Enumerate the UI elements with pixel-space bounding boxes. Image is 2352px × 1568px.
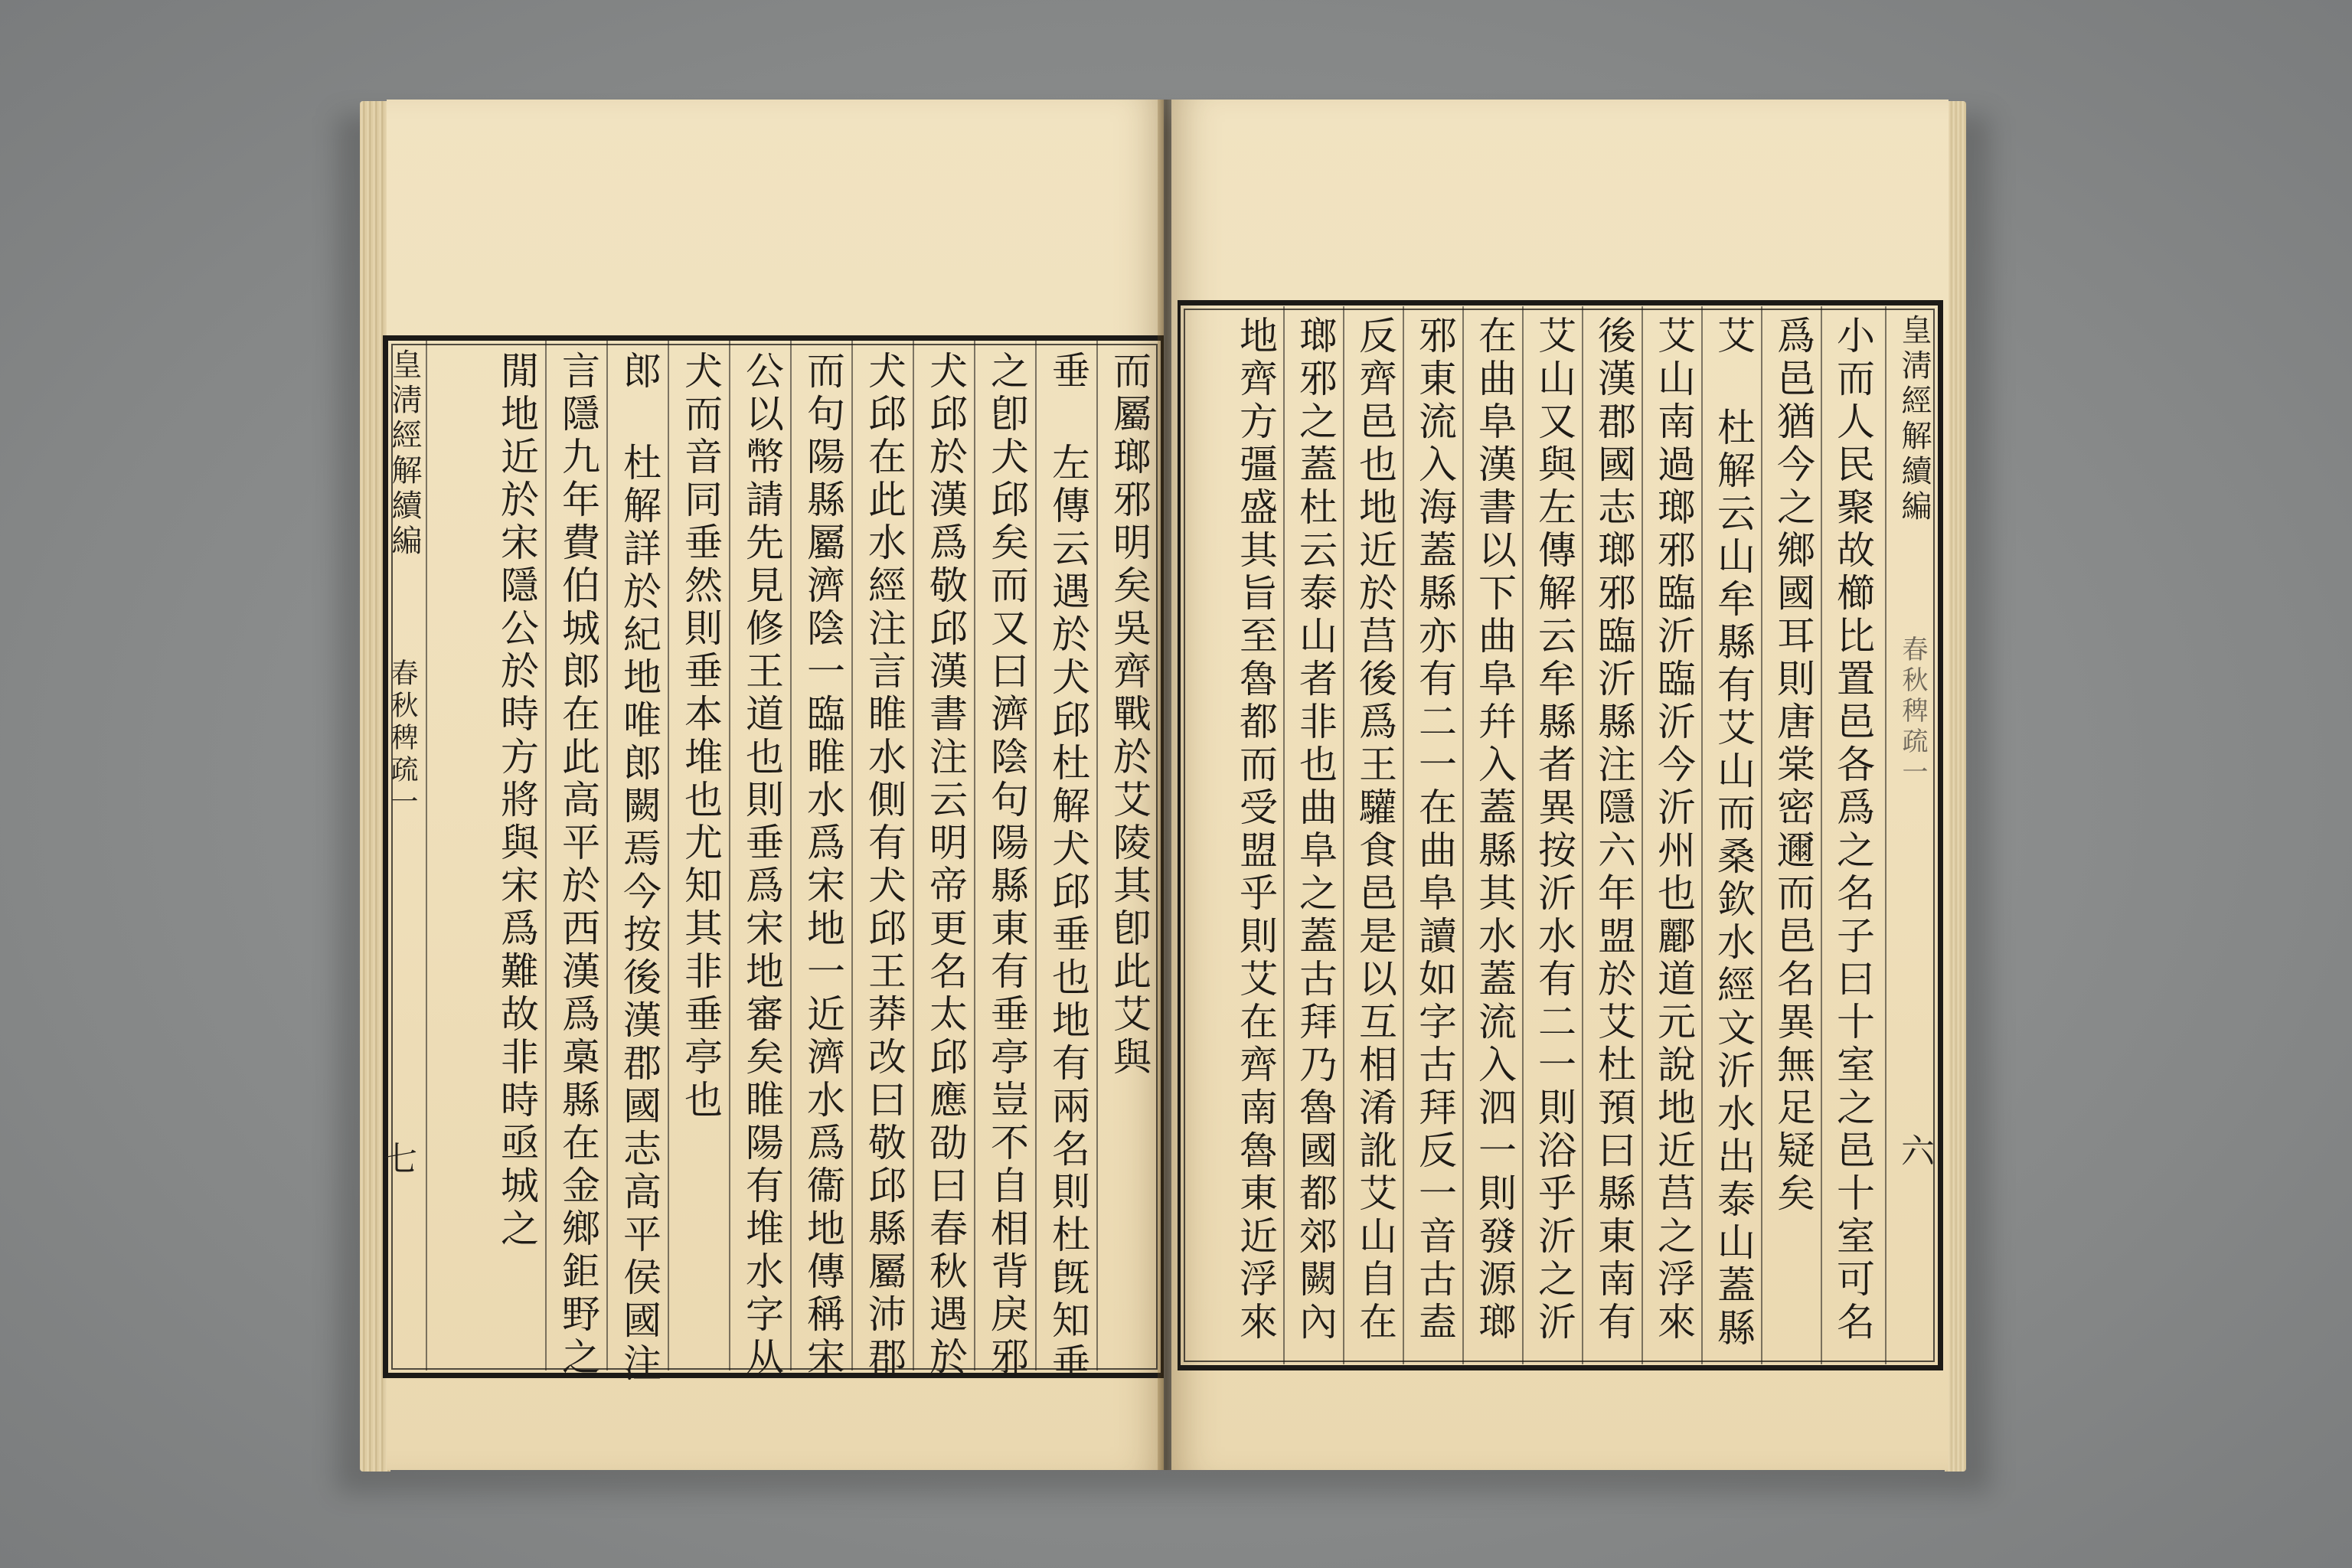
left-column-2: 垂 左傳云遇於犬邱杜解犬邱垂也地有兩名則杜旣知垂 (1046, 351, 1090, 1386)
right-column-3: 艾 杜解云山牟縣有艾山而桑欽水經文沂水出泰山蓋縣 (1711, 315, 1756, 1351)
left-margin-section: 春秋稗疏一 (387, 658, 418, 819)
left-margin-title: 皇淸經解續編 (387, 348, 422, 560)
left-column-4: 犬邱於漢爲敬邱漢書注云明帝更名太邱應劭曰春秋遇於 (923, 351, 968, 1380)
left-column-7: 公以幣請先見修王道也則垂爲宋地審矣睢陽有堆水字从 (740, 351, 784, 1380)
column-rule (606, 341, 608, 1370)
right-column-8: 邪東流入海蓋縣亦有二一在曲阜讀如字古拜反一音古盍 (1413, 315, 1457, 1344)
left-margin-folio: 七 (377, 1141, 416, 1179)
column-rule (851, 341, 853, 1370)
right-column-10: 瑯邪之蓋杜云泰山者非也曲阜之蓋古拜乃魯國都郊闕內 (1293, 315, 1338, 1344)
right-column-1: 小而人民聚故櫛比置邑各爲之名子曰十室之邑十室可名 (1831, 315, 1875, 1344)
column-rule (545, 341, 547, 1370)
left-column-5: 犬邱在此水經注言睢水側有犬邱王莽改曰敬邱縣屬沛郡 (862, 351, 906, 1380)
column-rule (1403, 306, 1404, 1364)
left-margin-rule (426, 341, 427, 1370)
column-rule (1462, 306, 1464, 1364)
right-margin-title: 皇淸經解續編 (1896, 314, 1932, 525)
right-column-2: 爲邑猶今之鄉國耳則唐棠密邇而邑名異無足疑矣 (1771, 315, 1815, 1216)
column-rule (913, 341, 914, 1370)
column-rule (1701, 306, 1703, 1364)
right-margin-rule (1885, 306, 1886, 1364)
column-rule (974, 341, 975, 1370)
column-rule (1582, 306, 1583, 1364)
left-column-1: 而屬瑯邪明矣吳齊戰於艾陵其卽此艾與 (1107, 351, 1152, 1080)
left-column-10: 言隱九年費伯城郎在此高平於西漢爲槀縣在金鄉鉅野之 (556, 351, 600, 1380)
right-column-9: 反齊邑也地近於莒後爲王驩食邑是以互相淆訛艾山自在 (1353, 315, 1397, 1344)
left-column-11: 閒地近於宋隱公於時方將與宋爲難故非時亟城之 (495, 351, 539, 1251)
right-column-11: 地齊方彊盛其旨至魯都而受盟乎則艾在齊南魯東近浮來 (1233, 315, 1278, 1344)
right-margin-section: 春秋稗疏一 (1897, 635, 1928, 789)
column-rule (1522, 306, 1524, 1364)
column-rule (790, 341, 792, 1370)
column-rule (729, 341, 730, 1370)
column-rule (1283, 306, 1285, 1364)
column-rule (668, 341, 669, 1370)
left-column-3: 之卽犬邱矣而又曰濟陰句陽縣東有垂亭豈不自相背戾邪 (985, 351, 1029, 1380)
right-margin-folio: 六 (1895, 1133, 1934, 1171)
right-column-6: 艾山又與左傳解云牟縣者異按沂水有二一則浴乎沂之沂 (1532, 315, 1576, 1344)
right-column-5: 後漢郡國志瑯邪臨沂縣注隱六年盟於艾杜預曰縣東南有 (1592, 315, 1636, 1344)
column-rule (1642, 306, 1643, 1364)
left-column-6: 而句陽縣屬濟陰一臨睢水爲宋地一近濟水爲衞地傳稱宋 (801, 351, 845, 1380)
column-rule (1096, 341, 1098, 1370)
column-rule (1761, 306, 1762, 1364)
column-rule (1343, 306, 1344, 1364)
column-rule (1035, 341, 1037, 1370)
right-column-4: 艾山南過瑯邪臨沂臨沂今沂州也酈道元說地近莒之浮來 (1651, 315, 1696, 1344)
left-column-9: 郎 杜解詳於紀地唯郎闕焉今按後漢郡國志高平侯國注 (617, 351, 662, 1386)
left-column-8: 犬而音同垂然則垂本堆也尤知其非垂亭也 (678, 351, 723, 1122)
right-column-7: 在曲阜漢書以下曲阜幷入蓋縣其水蓋流入泗一則發源瑯 (1472, 315, 1517, 1344)
column-rule (1821, 306, 1822, 1364)
